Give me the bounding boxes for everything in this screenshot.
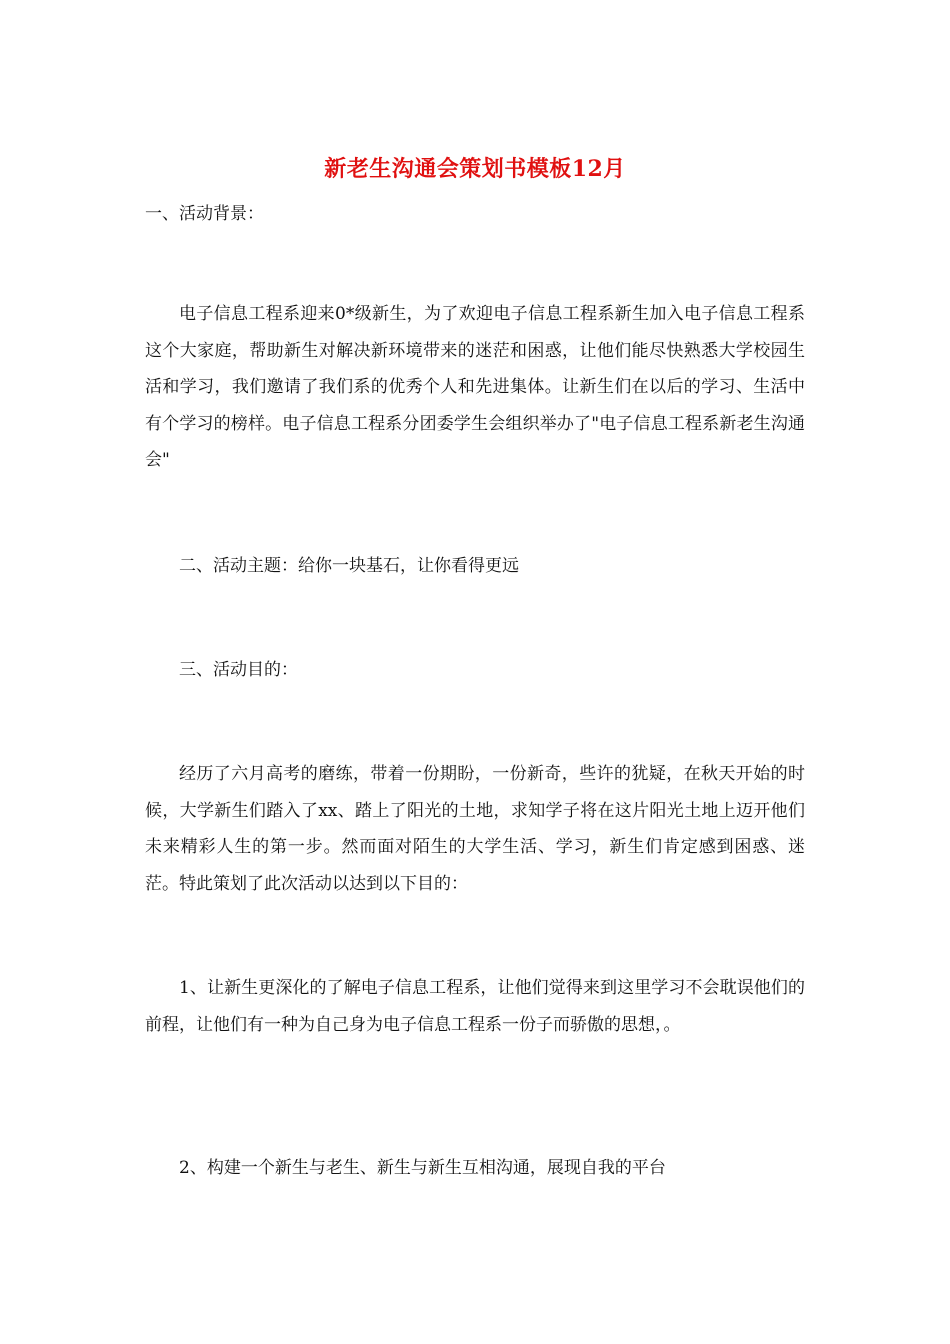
section-heading-background: 一、活动背景： — [145, 204, 264, 224]
document-title: 新老生沟通会策划书模板12月 — [324, 156, 626, 182]
paragraph-purpose: 经历了六月高考的磨练，带着一份期盼，一份新奇，些许的犹疑，在秋天开始的时候，大学新生们踏入了xx、踏上了阳光的土地，求知学子将在这片阳光土地上迈开他们未来精彩人生的第一步。然而面对陌生的大学生活、学习，新生们肯定感到困惑、迷茫。特此策划了此次活动以达到以下目的： — [145, 764, 805, 894]
list-item-1: 1、让新生更深化的了解电子信息工程系，让他们觉得来到这里学习不会耽误他们的前程，让他们有一种为自己身为电子信息工程系一份子而骄傲的思想，。 — [145, 978, 805, 1035]
section-heading-purpose: 三、活动目的： — [179, 660, 298, 680]
paragraph-background: 电子信息工程系迎来0*级新生，为了欢迎电子信息工程系新生加入电子信息工程系这个大家庭，帮助新生对解决新环境带来的迷茫和困惑，让他们能尽快熟悉大学校园生活和学习，我们邀请了我们系的优秀个人和先进集体。让新生们在以后的学习、生活中有个学习的榜样。电子信息工程系分团委学生会组织举办了"电子信息工程系新老生沟通会" — [145, 304, 805, 471]
section-heading-theme: 二、活动主题：给你一块基石，让你看得更远 — [179, 556, 519, 576]
list-item-2: 2、构建一个新生与老生、新生与新生互相沟通，展现自我的平台 — [179, 1158, 666, 1178]
